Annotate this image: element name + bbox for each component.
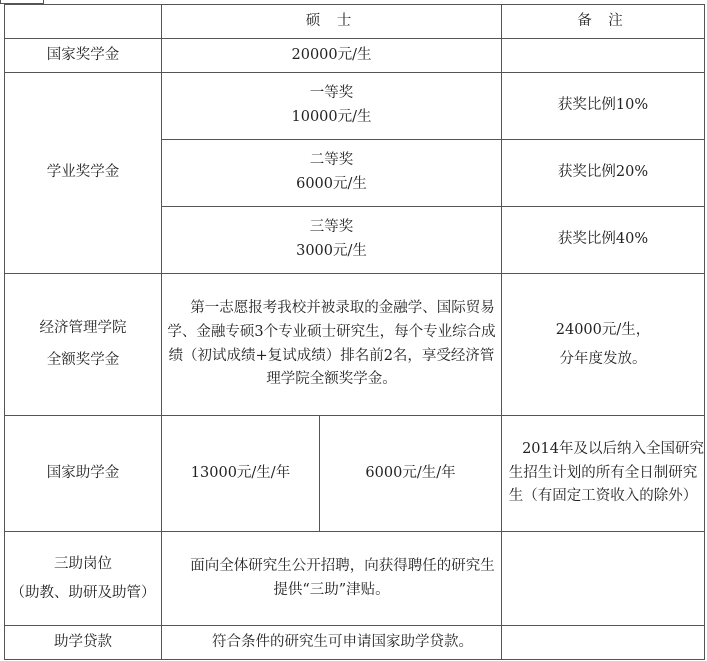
econ-label-line1: 经济管理学院 <box>39 319 127 336</box>
tier-remarks: 获奖比例10% <box>502 73 705 140</box>
national-scholarship-label: 国家奖学金 <box>5 39 162 73</box>
tier-remarks: 获奖比例20% <box>502 140 705 207</box>
tier-amount: 10000元/生 <box>291 109 372 125</box>
tier-amount: 3000元/生 <box>296 243 367 259</box>
scholarship-table <box>4 4 705 660</box>
academic-scholarship-label: 学业奖学金 <box>5 73 162 274</box>
econ-full-scholarship-description: 第一志愿报考我校并被录取的金融学、国际贸易学、金融专硕3个专业硕士研究生，每个专业综合成绩（初试成绩+复试成绩）排名前2名，享受经济管理学院全额奖学金。 <box>162 274 502 416</box>
econ-full-scholarship-remarks <box>502 274 705 416</box>
three-assistantships-label <box>5 532 162 626</box>
national-grant-label: 国家助学金 <box>5 416 162 532</box>
header-remarks: 备 注 <box>502 5 705 39</box>
three-label-line2: （助教、助研及助管） <box>10 584 156 601</box>
academic-tier-row <box>5 73 705 140</box>
econ-label-line2: 全额奖学金 <box>46 351 120 368</box>
national-scholarship-remarks <box>502 39 705 73</box>
academic-tier-3 <box>162 207 502 274</box>
tier-amount: 6000元/生 <box>296 176 367 192</box>
tier-remarks: 获奖比例40% <box>502 207 705 274</box>
student-loan-row <box>5 626 705 660</box>
econ-full-scholarship-row <box>5 274 705 416</box>
header-degree: 硕 士 <box>162 5 502 39</box>
econ-remarks-line2: 分年度发放。 <box>559 350 647 367</box>
econ-full-scholarship-label <box>5 274 162 416</box>
academic-tier-1 <box>162 73 502 140</box>
header-row <box>5 5 705 39</box>
student-loan-description: 符合条件的研究生可申请国家助学贷款。 <box>162 626 502 660</box>
national-grant-remarks: 2014年及以后纳入全国研究生招生计划的所有全日制研究生（有固定工资收入的除外） <box>502 416 705 532</box>
three-assistantships-description: 面向全体研究生公开招聘，向获得聘任的研究生提供“三助”津贴。 <box>162 532 502 626</box>
national-grant-amount-b: 6000元/生/年 <box>320 416 502 532</box>
national-scholarship-amount: 20000元/生 <box>162 39 502 73</box>
header-blank-cell <box>5 5 162 39</box>
three-assistantships-row <box>5 532 705 626</box>
academic-tier-2 <box>162 140 502 207</box>
tier-name: 二等奖 <box>309 152 354 169</box>
national-grant-row <box>5 416 705 532</box>
three-assistantships-remarks <box>502 532 705 626</box>
national-grant-amount-a: 13000元/生/年 <box>162 416 320 532</box>
tier-name: 一等奖 <box>309 85 354 102</box>
student-loan-label: 助学贷款 <box>5 626 162 660</box>
three-label-line1: 三助岗位 <box>54 555 112 572</box>
student-loan-remarks <box>502 626 705 660</box>
econ-remarks-line1: 24000元/生， <box>555 321 651 338</box>
national-scholarship-row <box>5 39 705 73</box>
tier-name: 三等奖 <box>309 219 354 236</box>
